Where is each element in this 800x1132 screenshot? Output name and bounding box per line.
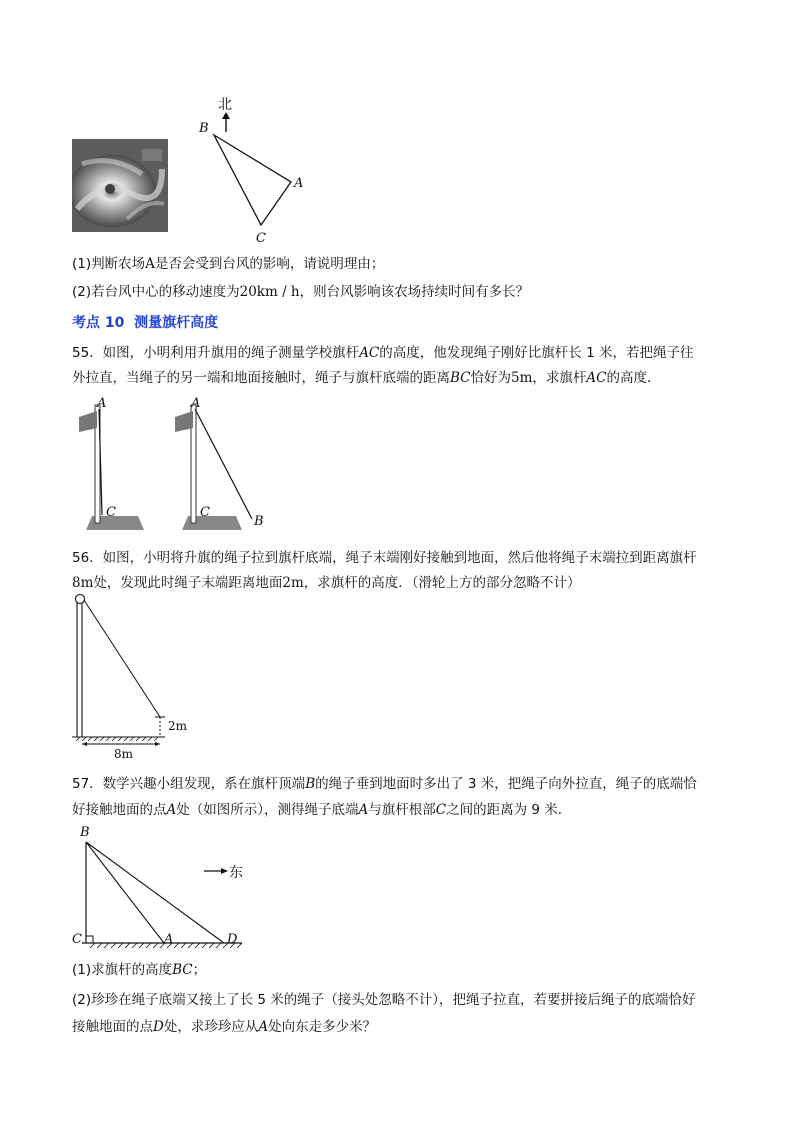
q57-fig-label-a: A	[164, 932, 174, 947]
prev-question-part2	[72, 282, 529, 302]
q57-var-a2: A	[358, 802, 369, 818]
q55-fig-label-b2: B	[254, 514, 264, 529]
q55-line2	[72, 368, 661, 388]
north-arrow-label: 北	[218, 97, 232, 113]
q55-dist: 5m	[511, 370, 533, 386]
q57-var-a: A	[166, 802, 177, 818]
q57-part1-text-a: (1)求旗杆的高度	[72, 962, 173, 978]
q57-part2-line2	[72, 1017, 376, 1037]
part2-text-b: ，则台风影响该农场持续时间有多长？	[299, 284, 530, 300]
q55-line1	[72, 343, 693, 363]
q57-part1	[72, 960, 206, 980]
q55-text-a: 55．如图，小明利用升旗用的绳子测量学校旗杆	[72, 345, 360, 361]
q57-text-d: 处（如图所示），测得绳子底端	[176, 802, 359, 818]
prev-question-part1	[72, 254, 384, 274]
q55-text-f: 的高度．	[606, 370, 661, 386]
q57-fig-label-b: B	[80, 825, 90, 840]
q55-var-ac: AC	[359, 345, 380, 361]
q55-text-d: 恰好为	[470, 370, 512, 386]
part1-var-a: A	[145, 256, 155, 272]
typhoon-triangle-figure	[195, 92, 315, 247]
q55-text-b: 的高度，他发现绳子刚好比旗杆长 1 米，若把绳子往	[379, 345, 694, 361]
q57-part2-line1: (2)珍珍在绳子底端又接上了长 5 米的绳子（接头处忽略不计），把绳子拉直，若要拼接后绳子的底端恰好	[72, 992, 696, 1008]
q56-fig-2m-label: 2m	[168, 719, 188, 733]
q57-text-b: 的绳子垂到地面时多出了 3 米，把绳子向外拉直，绳子的底端恰	[315, 776, 697, 792]
q56-figure	[70, 592, 200, 762]
east-direction-label: 东	[229, 865, 243, 881]
q57-fig-label-d: D	[227, 932, 238, 947]
section-heading: 考点 10 测量旗杆高度	[72, 315, 219, 331]
part2-speed: 20km / h	[239, 284, 300, 300]
q55-var-bc: BC	[450, 370, 471, 386]
q57-part2-var-a: A	[258, 1019, 269, 1035]
point-b-label: B	[199, 121, 209, 136]
q57-text-c: 好接触地面的点	[72, 802, 167, 818]
q57-part2-text-a: 接触地面的点	[72, 1019, 153, 1035]
q56-text-b: ，求旗杆的高度．（滑轮上方的部分忽略不计）	[303, 575, 581, 591]
part2-text-a: (2)若台风中心的移动速度为	[72, 284, 240, 300]
q55-text-c: 外拉直，当绳子的另一端和地面接触时，绳子与旗杆底端的距离	[72, 370, 450, 386]
q55-fig-label-a2: A	[191, 396, 201, 411]
q56-dist: 8m	[72, 575, 94, 591]
q55-fig-label-c2: C	[200, 505, 210, 520]
part1-text-b: 是否会受到台风的影响，请说明理由；	[154, 256, 385, 272]
q56-line1: 56．如图，小明将升旗的绳子拉到旗杆底端，绳子末端刚好接触到地面，然后他将绳子末端拉到距离旗杆	[72, 550, 697, 566]
q57-part2-text-c: 处向东走多少米？	[268, 1019, 377, 1035]
q56-fig-8m-label: 8m	[114, 747, 134, 761]
point-a-label: A	[294, 176, 304, 191]
q55-var-ac2: AC	[586, 370, 607, 386]
q57-text-e: 与旗杆根部	[368, 802, 436, 818]
q57-var-b: B	[305, 776, 316, 792]
q57-fig-label-c: C	[72, 932, 82, 947]
q55-fig-label-c1: C	[106, 505, 116, 520]
q57-part1-text-b: ；	[192, 962, 207, 978]
q57-text-f: 之间的距离为 9 米．	[446, 802, 572, 818]
q55-text-e: ，求旗杆	[532, 370, 587, 386]
q55-fig-label-a1: A	[97, 396, 107, 411]
q55-figure	[72, 395, 272, 535]
q56-text-a: 处，发现此时绳子末端距离地面	[93, 575, 283, 591]
q57-line1	[72, 774, 697, 794]
q57-part2-text-b: 处，求珍珍应从	[163, 1019, 259, 1035]
point-c-label: C	[256, 231, 266, 246]
q57-part2-var-d: D	[153, 1019, 164, 1035]
typhoon-satellite-image	[72, 139, 168, 232]
q57-text-a: 57．数学兴趣小组发现，系在旗杆顶端	[72, 776, 306, 792]
part1-text-a: (1)判断农场	[72, 256, 146, 272]
q56-height: 2m	[282, 575, 304, 591]
q57-part1-var: BC	[172, 962, 193, 978]
q57-var-c: C	[435, 802, 447, 818]
q57-line2	[72, 800, 571, 820]
q56-line2	[72, 573, 581, 593]
